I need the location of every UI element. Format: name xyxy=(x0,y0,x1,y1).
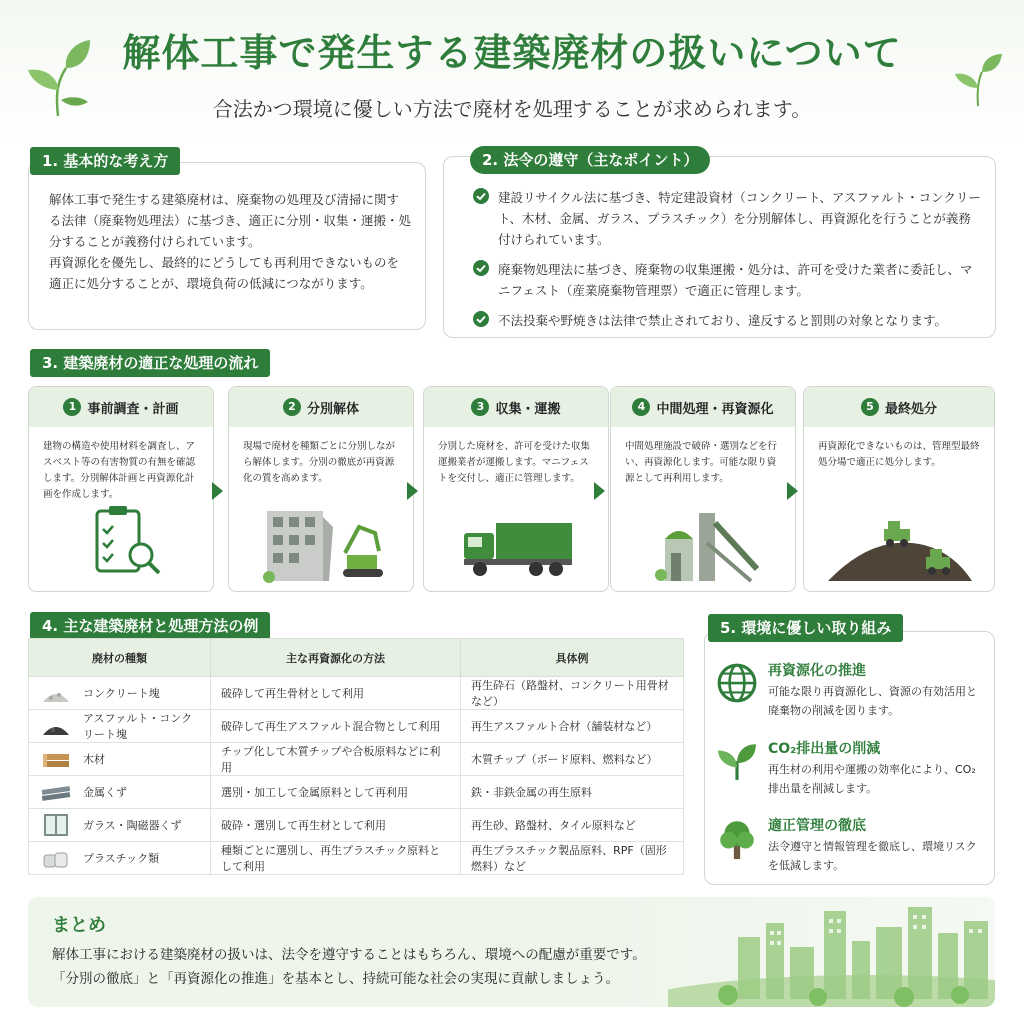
flow-arrow-icon xyxy=(212,482,223,500)
step-title: 分別解体 xyxy=(306,401,359,417)
basic-concept-card xyxy=(28,162,426,330)
globe-icon xyxy=(716,662,758,704)
step-title: 事前調査・計画 xyxy=(87,401,179,417)
legal-point-text: 不法投棄や野焼きは法律で禁止されており、違反すると罰則の対象となります。 xyxy=(498,313,948,328)
page-title: 解体工事で発生する建築廃材の扱いについて xyxy=(122,31,902,75)
legal-point-item xyxy=(472,259,982,301)
step-number: 1 xyxy=(63,398,81,416)
eco-item-title: CO₂排出量の削減 xyxy=(768,741,881,757)
eco-item-text: 法令遵守と情報管理を徹底し、環境リスクを低減します。 xyxy=(768,840,977,872)
method-cell: チップ化して木質チップや合板原料などに利用 xyxy=(211,743,461,776)
material-type: アスファルト・コンクリート塊 xyxy=(83,712,193,741)
asphalt-pile-icon xyxy=(39,713,73,739)
table-row xyxy=(29,776,684,809)
section-2-heading: 2. 法令の遵守（主なポイント） xyxy=(470,146,710,174)
example-cell: 再生砂、路盤材、タイル原料など xyxy=(461,809,684,842)
clipboard-magnifier-icon xyxy=(29,503,209,583)
method-cell: 破砕して再生骨材として利用 xyxy=(211,677,461,710)
step-number: 3 xyxy=(471,398,489,416)
step-title: 最終処分 xyxy=(884,401,937,417)
city-skyline-icon xyxy=(668,897,995,1007)
method-cell: 破砕・選別して再生材として利用 xyxy=(211,809,461,842)
process-step xyxy=(423,386,609,592)
eco-initiative-item xyxy=(716,738,986,798)
process-step xyxy=(610,386,796,592)
recycling-plant-icon xyxy=(611,503,791,583)
material-cell xyxy=(29,743,211,776)
dump-truck-icon xyxy=(424,503,604,583)
column-header: 主な再資源化の方法 xyxy=(211,639,461,677)
step-description: 再資源化できないものは、管理型最終処分場で適正に処分します。 xyxy=(818,441,980,468)
eco-item-text: 可能な限り再資源化し、資源の有効活用と廃棄物の削減を図ります。 xyxy=(768,685,977,717)
example-cell: 再生プラスチック製品原料、RPF（固形燃料）など xyxy=(461,842,684,875)
example-cell: 鉄・非鉄金属の再生原料 xyxy=(461,776,684,809)
legal-points-list xyxy=(472,187,982,340)
section-5-heading: 5. 環境に優しい取り組み xyxy=(708,614,903,642)
section-1-heading: 1. 基本的な考え方 xyxy=(30,147,180,175)
summary-text: 解体工事における建築廃材の扱いは、法令を遵守することはもちろん、環境への配慮が重要です。 「分別の徹底」と「再資源化の推進」を基本とし、持続可能な社会の実現に貢献しましょう。 xyxy=(52,947,646,987)
flow-arrow-icon xyxy=(787,482,798,500)
material-cell xyxy=(29,677,211,710)
step-description: 分別した廃材を、許可を受けた収集運搬業者が運搬します。マニフェストを交付し、適正に管理します。 xyxy=(438,441,591,484)
material-type: 金属くず xyxy=(83,786,127,799)
process-step xyxy=(228,386,414,592)
table-row xyxy=(29,842,684,875)
material-type: ガラス・陶磁器くず xyxy=(83,819,182,832)
step-description: 建物の構造や使用材料を調査し、アスベスト等の有害物質の有無を確認します。分別解体計画と再資源化計画を作成します。 xyxy=(43,441,196,500)
step-number: 2 xyxy=(283,398,301,416)
material-type: 木材 xyxy=(83,753,105,766)
legal-point-item xyxy=(472,310,982,331)
tree-icon xyxy=(716,817,758,859)
process-step xyxy=(28,386,214,592)
step-description: 現場で廃材を種類ごとに分別しながら解体します。分別の徹底が再資源化の質を高めます。 xyxy=(243,441,396,484)
step-header xyxy=(611,387,795,427)
basic-concept-text: 解体工事で発生する建築廃材は、廃棄物の処理及び清掃に関する法律（廃棄物処理法）に基づき、適正に分別・収集・運搬・処分することが義務付けられています。 再資源化を優先し、最終的にどうしても再利用できないものを適正に処分することが、環境負荷の低減につながります。 xyxy=(49,192,412,291)
demolition-excavator-icon xyxy=(229,503,409,583)
legal-compliance-card xyxy=(443,156,996,338)
flow-arrow-icon xyxy=(407,482,418,500)
glass-panel-icon xyxy=(39,812,73,838)
table-row xyxy=(29,710,684,743)
method-cell: 破砕して再生アスファルト混合物として利用 xyxy=(211,710,461,743)
plastic-bundle-icon xyxy=(39,845,73,871)
materials-table xyxy=(28,638,684,875)
example-cell: 再生砕石（路盤材、コンクリート用骨材など） xyxy=(461,677,684,710)
material-type: プラスチック類 xyxy=(83,852,160,865)
eco-item-title: 適正管理の徹底 xyxy=(768,818,866,834)
table-row xyxy=(29,743,684,776)
method-cell: 種類ごとに選別し、再生プラスチック原料として利用 xyxy=(211,842,461,875)
table-row xyxy=(29,809,684,842)
step-number: 5 xyxy=(861,398,879,416)
example-cell: 木質チップ（ボード原料、燃料など） xyxy=(461,743,684,776)
concrete-pile-icon xyxy=(39,680,73,706)
page-subtitle: 合法かつ環境に優しい方法で廃材を処理することが求められます。 xyxy=(212,97,812,121)
material-cell xyxy=(29,809,211,842)
summary-heading: まとめ xyxy=(52,915,106,936)
step-number: 4 xyxy=(632,398,650,416)
check-circle-icon xyxy=(472,310,490,328)
flow-arrow-icon xyxy=(594,482,605,500)
legal-point-item xyxy=(472,187,982,250)
step-header xyxy=(29,387,213,427)
step-title: 収集・運搬 xyxy=(495,401,561,417)
table-row xyxy=(29,677,684,710)
landfill-bulldozer-icon xyxy=(804,503,984,583)
sprout-icon xyxy=(716,740,758,782)
legal-point-text: 廃棄物処理法に基づき、廃棄物の収集運搬・処分は、許可を受けた業者に委託し、マニフェスト（産業廃棄物管理票）で適正に管理します。 xyxy=(498,262,973,298)
section-3-heading: 3. 建築廃材の適正な処理の流れ xyxy=(30,349,270,377)
material-type: コンクリート塊 xyxy=(83,687,160,700)
step-title: 中間処理・再資源化 xyxy=(656,401,774,417)
step-header xyxy=(424,387,608,427)
step-header xyxy=(804,387,994,427)
eco-initiative-item xyxy=(716,815,986,875)
material-cell xyxy=(29,842,211,875)
material-cell xyxy=(29,710,211,743)
summary-box xyxy=(28,897,995,1007)
step-description: 中間処理施設で破砕・選別などを行い、再資源化します。可能な限り資源として再利用します。 xyxy=(625,441,778,484)
check-circle-icon xyxy=(472,259,490,277)
material-cell xyxy=(29,776,211,809)
process-step xyxy=(803,386,995,592)
method-cell: 選別・加工して金属原料として再利用 xyxy=(211,776,461,809)
eco-initiative-item xyxy=(716,660,986,720)
section-4-heading: 4. 主な建築廃材と処理方法の例 xyxy=(30,612,270,640)
step-header xyxy=(229,387,413,427)
column-header: 具体例 xyxy=(461,639,684,677)
legal-point-text: 建設リサイクル法に基づき、特定建設資材（コンクリート、アスファルト・コンクリート、木材、金属、ガラス、プラスチック）を分別解体し、再資源化を行うことが義務付けられています。 xyxy=(498,190,981,247)
column-header: 廃材の種類 xyxy=(29,639,211,677)
example-cell: 再生アスファルト合材（舗装材など） xyxy=(461,710,684,743)
eco-item-title: 再資源化の推進 xyxy=(768,663,866,679)
eco-item-text: 再生材の利用や運搬の効率化により、CO₂排出量を削減します。 xyxy=(768,763,976,795)
lumber-icon xyxy=(39,746,73,772)
check-circle-icon xyxy=(472,187,490,205)
metal-bars-icon xyxy=(39,779,73,805)
